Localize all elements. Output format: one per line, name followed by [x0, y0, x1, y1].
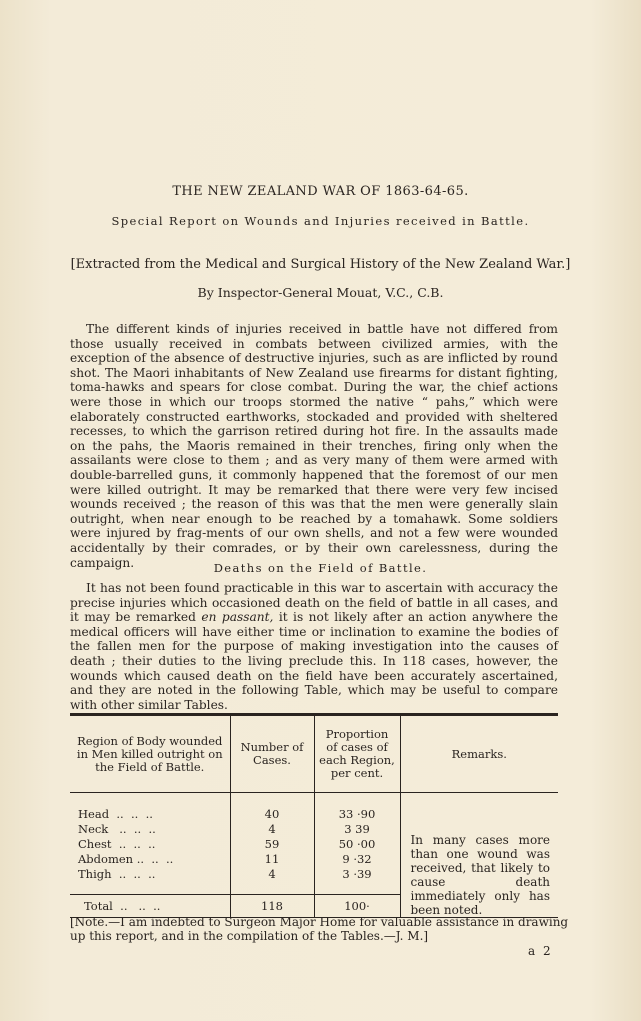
- extract-line: [Extracted from the Medical and Surgical History of the New Zealand War.]: [70, 257, 571, 272]
- footnote: [Note.—I am indebted to Surgeon Major Home for valuable assistance in drawing up this report, and in the compilation of the Tables.—J. M.]: [70, 915, 569, 943]
- paragraph-deaths: [70, 581, 558, 712]
- paragraph-deaths-end: it is not likely after an action anywhere the medical officers will have either time or inclination to examine the bodies of the fallen men for the purpose of making investigation into the causes of death ; their duties to the living preclude this. In 118 cases, however, the wounds which caused death on the field have been accurately ascertained, and they are noted in the following Table, which may be useful to compare with other similar Tables.: [70, 610, 558, 712]
- table-row-number: 40: [264, 807, 280, 821]
- table-row-proportion: 50 ·00: [338, 837, 376, 851]
- header-proportion: Proportion of cases of each Region, per cent.: [314, 715, 400, 793]
- paragraph-deaths-start: It has not been found practicable in this war to ascertain with accuracy the precise injuries which occasioned death on the field of battle in all cases, and it may be remarked: [70, 581, 558, 625]
- table-row-region: Chest .. .. ..: [78, 837, 156, 851]
- table-row-proportion: 3 ·39: [342, 867, 372, 881]
- table-row-region: Head .. .. ..: [78, 807, 153, 821]
- table-row-number: 4: [268, 822, 276, 836]
- number-column: [230, 793, 314, 895]
- remarks-cell: In many cases more than one wound was received, that likely to cause death immediately only has been noted.: [410, 833, 550, 917]
- table-row-number: 11: [264, 852, 280, 866]
- table-row-region: Neck .. .. ..: [78, 822, 156, 836]
- author-line: By Inspector-General Mouat, V.C., C.B.: [197, 285, 444, 300]
- casualty-table-wrap: [70, 713, 558, 918]
- total-proportion: 100·: [314, 895, 400, 918]
- table-body-row: [70, 793, 558, 895]
- casualty-table: [70, 713, 558, 918]
- table-row-region: Abdomen .. .. ..: [78, 852, 174, 866]
- report-title-text: Special Report on Wounds and Injuries received in Battle.: [111, 214, 530, 228]
- section-heading: Deaths on the Field of Battle.: [213, 561, 428, 575]
- running-head: THE NEW ZEALAND WAR OF 1863-64-65.: [172, 184, 469, 199]
- table-header-row: [70, 715, 558, 793]
- proportion-column: [314, 793, 400, 895]
- table-row-region: Thigh .. .. ..: [78, 867, 156, 881]
- table-row-proportion: 3 39: [344, 822, 370, 836]
- table-row-number: 4: [268, 867, 276, 881]
- table-row-proportion: 33 ·90: [338, 807, 376, 821]
- paragraph-intro: The different kinds of injuries received in battle have not differed from those usually received in combats between civilized armies, with the exception of the absence of destructive injuries, such as are inflicted by round shot. The Maori inhabitants of New Zealand use firearms for distant fighting, toma-hawks and spears for close combat. During the war, the chief actions were those in which our troops stormed the native “ pahs,” which were elaborately constructed earthworks, stockaded and provided with sheltered recesses, to which the garrison retired during hot fire. In the assaults made on the pahs, the Maoris remained in their trenches, firing only when the assailants were close to them ; and as very many of them were armed with double-barrelled guns, it commonly happened that the foremost of our men were killed outright. It may be remarked that there were very few incised wounds received ; the reason of this was that the men were generally slain outright, when near enough to be reached by a tomahawk. Some soldiers were injured by frag-ments of our own shells, and not a few were wounded accidentally by their comrades, or by their own carelessness, during the campaign.: [70, 322, 558, 570]
- signature-mark: a 2: [528, 944, 553, 958]
- header-number: Number of Cases.: [230, 715, 314, 793]
- header-region: Region of Body wounded in Men killed outright on the Field of Battle.: [70, 715, 230, 793]
- total-number: 118: [230, 895, 314, 918]
- table-row-proportion: 9 ·32: [342, 852, 372, 866]
- table-row-number: 59: [264, 837, 280, 851]
- region-column: [70, 793, 230, 895]
- header-remarks: Remarks.: [451, 746, 507, 761]
- report-title: [0, 214, 641, 228]
- paragraph-deaths-italic: en passant,: [201, 610, 274, 625]
- total-label: Total .. .. ..: [70, 895, 230, 918]
